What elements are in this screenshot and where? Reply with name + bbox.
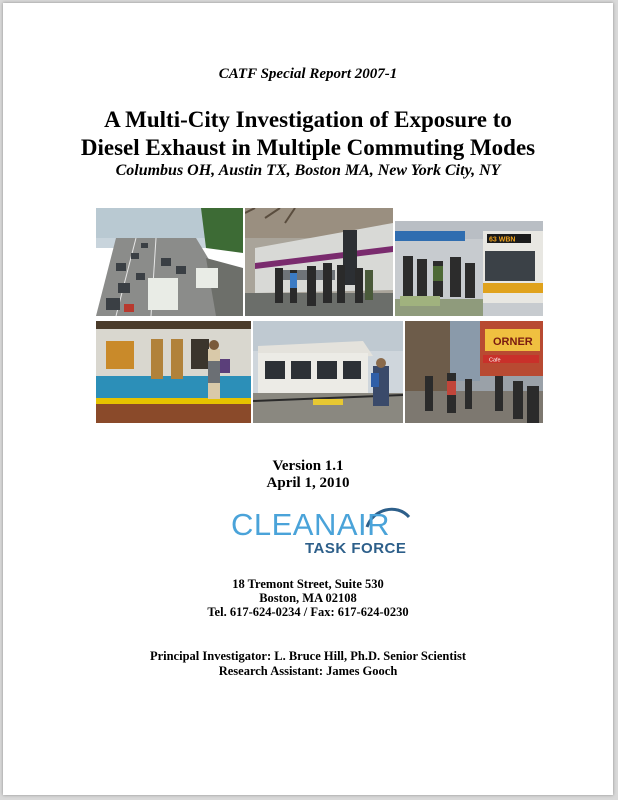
clean-air-task-force-logo <box>223 503 413 563</box>
subtitle-cities: Columbus OH, Austin TX, Boston MA, New York City, NY <box>115 162 501 179</box>
publication-date: April 1, 2010 <box>266 475 350 491</box>
principal-investigator: Principal Investigator: L. Bruce Hill, Ph.D. Senior Scientist <box>149 649 467 663</box>
address-city: Boston, MA 02108 <box>259 591 357 605</box>
photo-subway-train <box>96 321 251 423</box>
logo-tagline: TASK FORCE <box>305 540 407 557</box>
document-page <box>3 3 613 795</box>
address-phone-fax: Tel. 617-624-0234 / Fax: 617-624-0230 <box>207 605 409 619</box>
report-id: CATF Special Report 2007-1 <box>218 66 398 82</box>
version: Version 1.1 <box>272 458 344 474</box>
address-street: 18 Tremont Street, Suite 530 <box>232 577 384 591</box>
title-line-2: Diesel Exhaust in Multiple Commuting Modes <box>80 135 536 160</box>
restaurant-sign: Cafe <box>489 357 501 364</box>
photo-ferry-boat <box>253 321 403 423</box>
photo-times-square-street <box>405 321 543 423</box>
logo-air-text: AIR <box>336 507 391 542</box>
photo-city-bus <box>395 221 543 316</box>
logo-clean-text: CLEAN <box>231 507 337 542</box>
photo-highway-traffic <box>96 208 243 316</box>
store-sign: ORNER <box>493 336 533 348</box>
bus-destination-sign: 63 WBN <box>489 236 516 244</box>
research-assistant: Research Assistant: James Gooch <box>218 664 398 678</box>
photo-commuter-rail <box>245 208 393 316</box>
title-line-1: A Multi-City Investigation of Exposure to <box>104 107 512 132</box>
